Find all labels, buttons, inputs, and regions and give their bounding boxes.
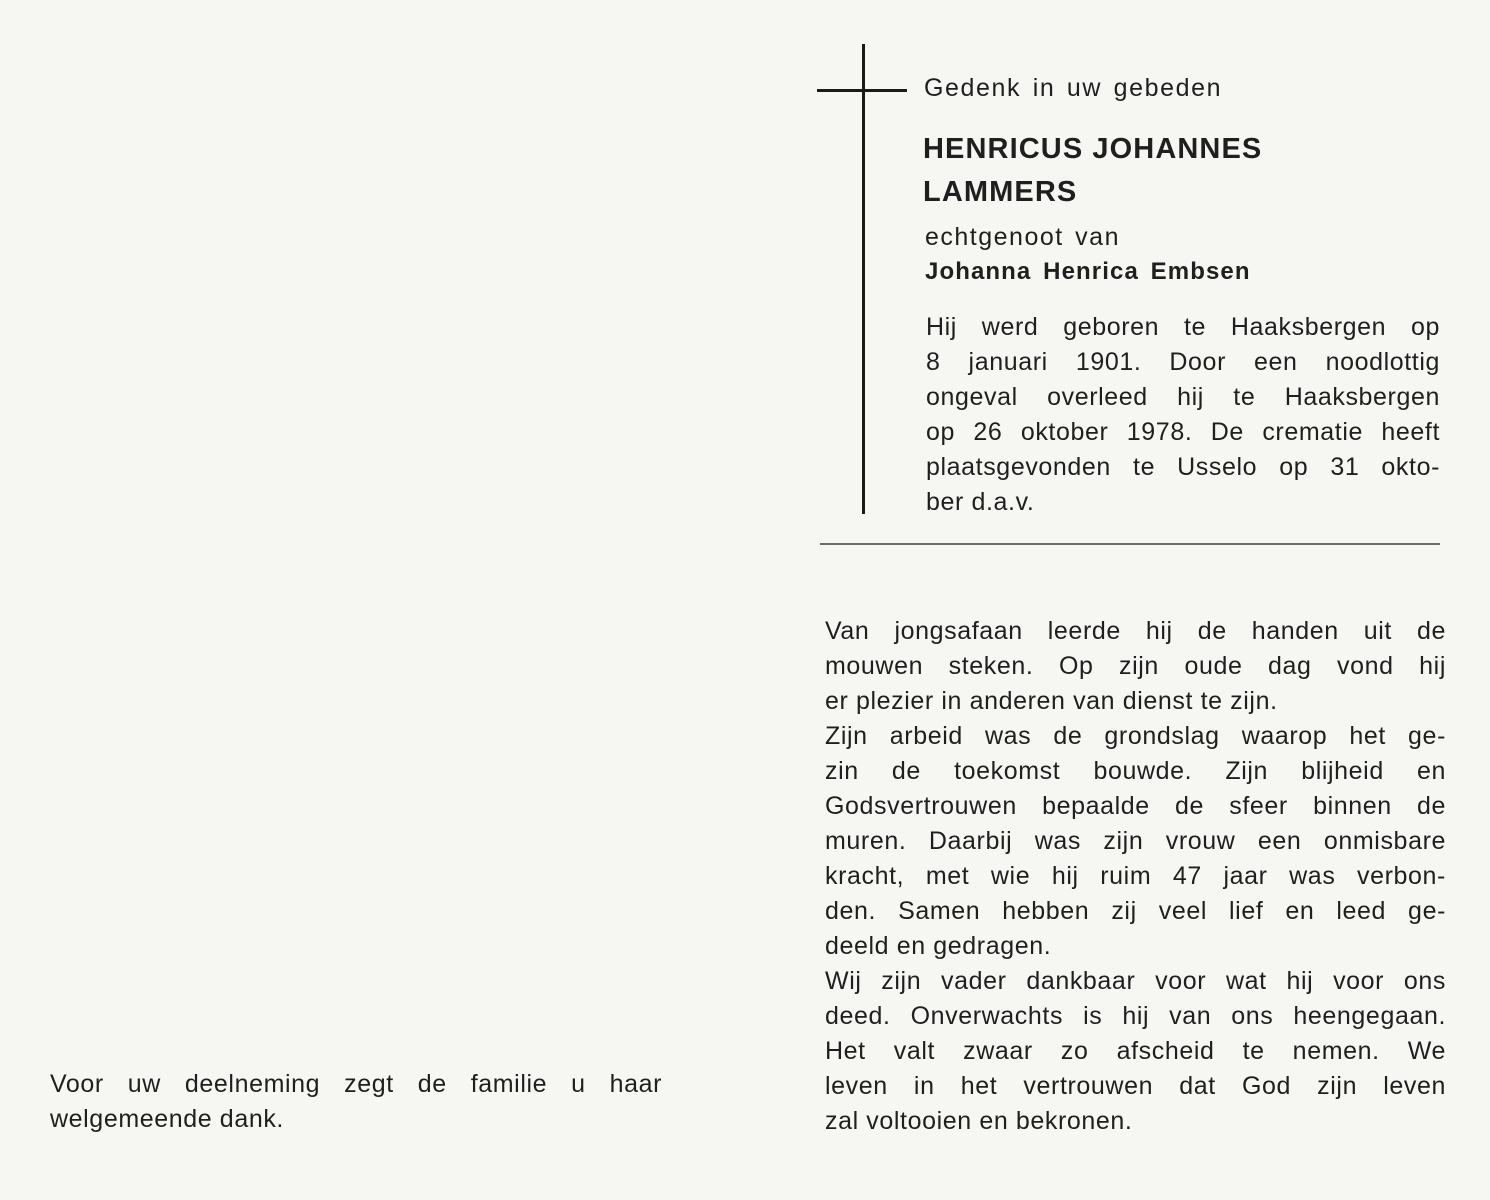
tribute-line: Het valt zwaar zo afscheid te nemen. We: [825, 1037, 1446, 1065]
spouse-label: echtgenoot van: [925, 223, 1120, 251]
thanks-line: welgemeende dank.: [50, 1105, 284, 1133]
tribute-line: Van jongsafaan leerde hij de handen uit de: [825, 617, 1446, 645]
tribute-text: [825, 614, 1446, 1139]
deceased-name-line: HENRICUS JOHANNES: [923, 133, 1263, 165]
spouse-name: Johanna Henrica Embsen: [925, 258, 1251, 285]
tribute-line: zal voltooien en bekronen.: [825, 1107, 1133, 1135]
biography-line: plaatsgevonden te Usselo op 31 okto-: [926, 453, 1440, 481]
deceased-name: [923, 128, 1262, 214]
section-divider: [820, 543, 1440, 545]
biography-line: op 26 oktober 1978. De crematie heeft: [926, 418, 1440, 446]
tribute-line: Godsvertrouwen bepaalde de sfeer binnen de: [825, 792, 1446, 820]
tribute-line: deed. Onverwachts is hij van ons heengegaan.: [825, 1002, 1446, 1030]
biography-line: ber d.a.v.: [926, 488, 1035, 516]
biography-paragraph: [926, 310, 1440, 520]
intro-text: Gedenk in uw gebeden: [924, 74, 1223, 102]
tribute-line: er plezier in anderen van dienst te zijn.: [825, 687, 1278, 715]
tribute-line: mouwen steken. Op zijn oude dag vond hij: [825, 652, 1446, 680]
cross-vertical-bar: [862, 44, 865, 514]
tribute-line: den. Samen hebben zij veel lief en leed ge-: [825, 897, 1446, 925]
cross-horizontal-bar: [817, 89, 907, 92]
biography-line: Hij werd geboren te Haaksbergen op: [926, 313, 1440, 341]
deceased-name-line: LAMMERS: [923, 176, 1078, 208]
tribute-line: zin de toekomst bouwde. Zijn blijheid en: [825, 757, 1446, 785]
tribute-line: Wij zijn vader dankbaar voor wat hij voor ons: [825, 967, 1446, 995]
tribute-line: leven in het vertrouwen dat God zijn leven: [825, 1072, 1446, 1100]
tribute-line: Zijn arbeid was de grondslag waarop het ge-: [825, 722, 1446, 750]
biography-line: ongeval overleed hij te Haaksbergen: [926, 383, 1440, 411]
tribute-line: kracht, met wie hij ruim 47 jaar was verbon-: [825, 862, 1446, 890]
biography-line: 8 januari 1901. Door een noodlottig: [926, 348, 1440, 376]
tribute-line: muren. Daarbij was zijn vrouw een onmisbare: [825, 827, 1446, 855]
thanks-line: Voor uw deelneming zegt de familie u haar: [50, 1070, 662, 1098]
family-thanks: [50, 1067, 662, 1137]
tribute-line: deeld en gedragen.: [825, 932, 1052, 960]
